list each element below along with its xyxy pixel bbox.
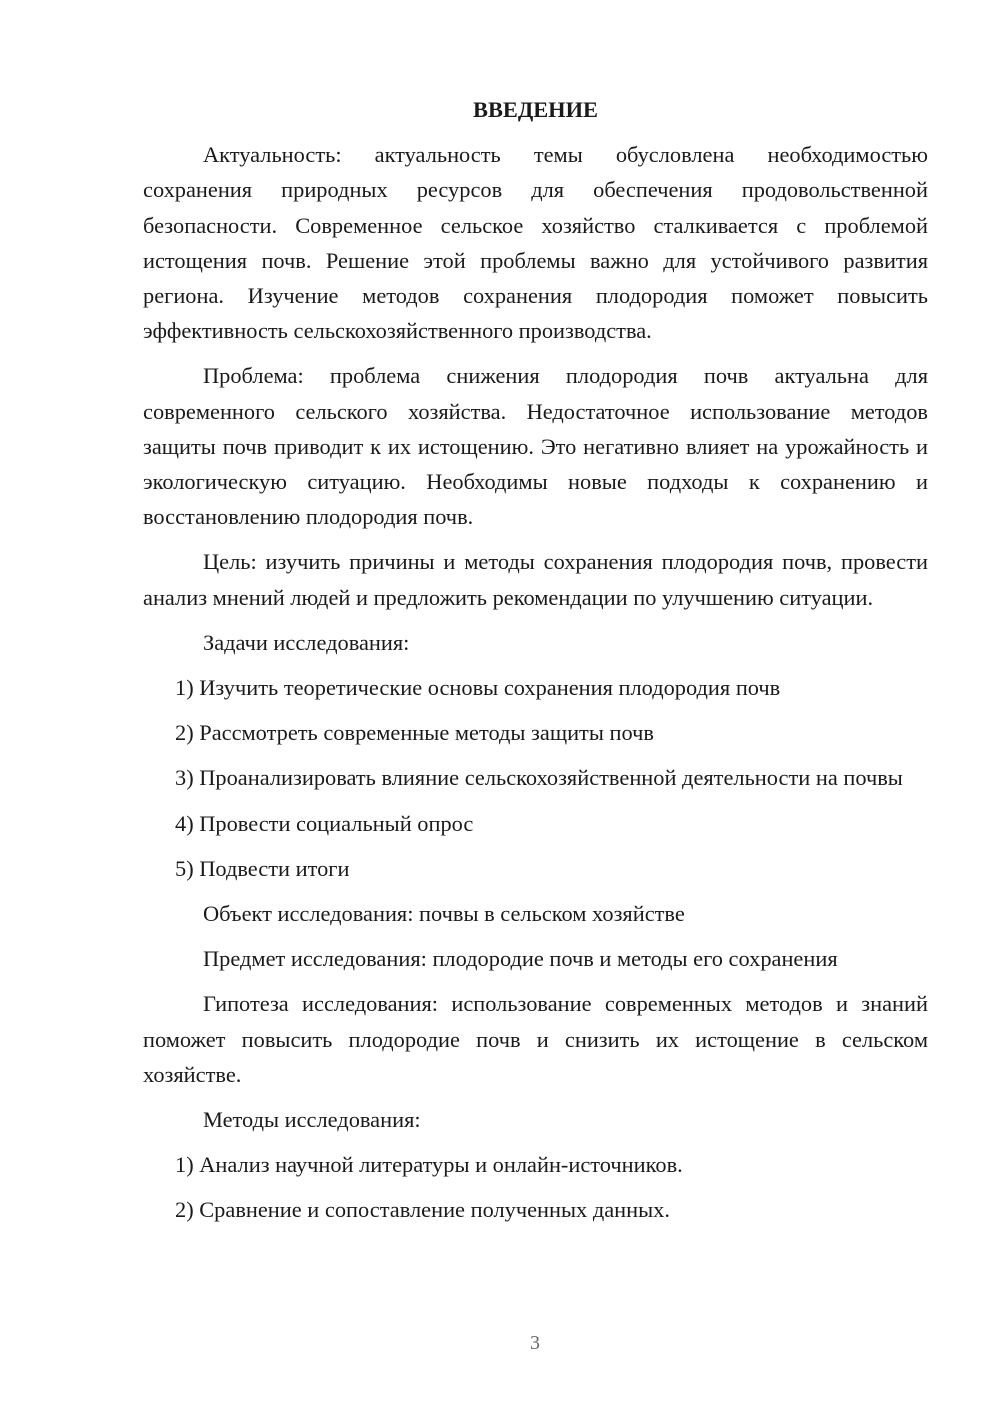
task-item-4: 4) Провести социальный опрос [175, 810, 474, 836]
object-paragraph: Объект исследования: почвы в сельском хозяйстве [203, 901, 685, 927]
problem-paragraph: Проблема: проблема снижения плодородия почв актуальна для современного сельского хозяйства. Недостаточное использование методов защиты почв приводит к их истощению. Это негативно влияет на урожайность и экологическую ситуацию. Необходимы новые подходы к сохранению и восстановлению плодородия почв. [143, 363, 928, 530]
document-page [143, 92, 928, 1228]
task-item-5: 5) Подвести итоги [175, 855, 350, 881]
relevance-paragraph: Актуальность: актуальность темы обусловлена необходимостью сохранения природных ресурсов для обеспечения продовольственной безопасности. Современное сельское хозяйство сталкивается с проблемой истощения почв. Решение этой проблемы важно для устойчивого развития региона. Изучение методов сохранения плодородия поможет повысить эффективность сельскохозяйственного производства. [143, 142, 928, 344]
task-item-1: 1) Изучить теоретические основы сохранения плодородия почв [175, 675, 781, 701]
method-item-2: 2) Сравнение и сопоставление полученных данных. [175, 1197, 670, 1223]
tasks-heading: Задачи исследования: [203, 629, 410, 655]
page-number: 3 [530, 1332, 540, 1354]
method-item-1: 1) Анализ научной литературы и онлайн-источников. [175, 1152, 683, 1178]
task-item-2: 2) Рассмотреть современные методы защиты почв [175, 720, 654, 746]
goal-paragraph: Цель: изучить причины и методы сохранения плодородия почв, провести анализ мнений людей и предложить рекомендации по улучшению ситуации. [143, 549, 928, 610]
task-item-3: 3) Проанализировать влияние сельскохозяйственной деятельности на почвы [175, 765, 903, 791]
page-title: ВВЕДЕНИЕ [473, 97, 598, 122]
subject-paragraph: Предмет исследования: плодородие почв и методы его сохранения [203, 946, 838, 972]
hypothesis-paragraph: Гипотеза исследования: использование современных методов и знаний поможет повысить плодородие почв и снизить их истощение в сельском хозяйстве. [143, 991, 928, 1087]
methods-heading: Методы исследования: [203, 1107, 421, 1133]
